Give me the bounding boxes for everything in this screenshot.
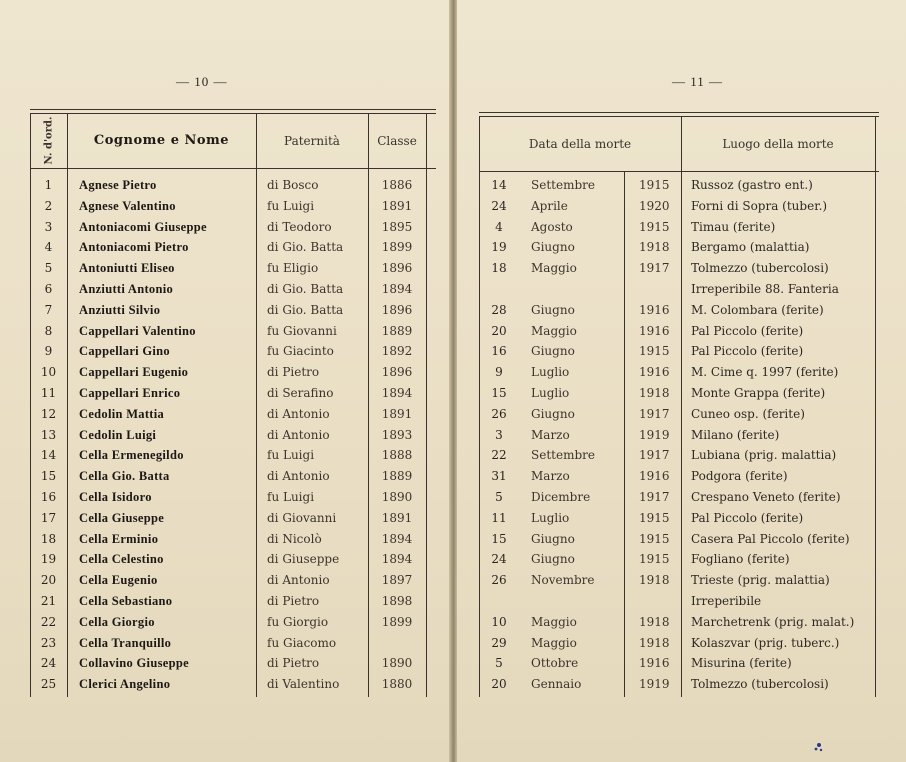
death-place: Pal Piccolo (ferite) bbox=[691, 323, 804, 338]
death-month: Novembre bbox=[531, 573, 595, 588]
table-row bbox=[30, 633, 436, 654]
class-year: 1896 bbox=[381, 261, 413, 276]
header-ord-label: N. d'ord. bbox=[43, 116, 54, 165]
death-year: 1917 bbox=[639, 490, 670, 504]
death-place: Marchetrenk (prig. malat.) bbox=[691, 614, 855, 629]
death-day: 4 bbox=[495, 219, 503, 234]
paternity: di Teodoro bbox=[267, 219, 332, 234]
table-row bbox=[479, 341, 879, 362]
death-year: 1916 bbox=[639, 469, 670, 484]
row-number: 11 bbox=[40, 386, 57, 400]
row-number: 23 bbox=[40, 635, 57, 650]
soldier-name: Agnese Pietro bbox=[79, 178, 157, 192]
death-month: Maggio bbox=[531, 261, 577, 276]
table-row bbox=[479, 633, 879, 654]
death-day: 11 bbox=[491, 510, 507, 525]
class-year: 1898 bbox=[381, 594, 413, 608]
table-row bbox=[479, 570, 879, 591]
paternity: di Giuseppe bbox=[267, 552, 340, 567]
class-year: 1894 bbox=[381, 552, 413, 567]
death-year: 1915 bbox=[639, 219, 670, 234]
death-day: 29 bbox=[491, 635, 507, 650]
paternity: fu Giacinto bbox=[267, 344, 334, 359]
death-place: Pal Piccolo (ferite) bbox=[691, 344, 804, 359]
table-row bbox=[479, 383, 879, 404]
header-name: Cognome e Nome bbox=[93, 133, 230, 148]
death-year: 1917 bbox=[639, 261, 670, 276]
death-day: 5 bbox=[495, 656, 503, 671]
page-number-right: — 11 — bbox=[672, 74, 724, 89]
right-table bbox=[479, 112, 879, 697]
paternity: di Pietro bbox=[267, 365, 320, 380]
death-day: 16 bbox=[491, 344, 507, 359]
paternity: di Antonio bbox=[267, 469, 330, 484]
death-year: 1916 bbox=[639, 365, 670, 380]
death-year: 1918 bbox=[639, 573, 670, 588]
table-row bbox=[30, 445, 436, 466]
death-day: 26 bbox=[491, 573, 507, 588]
death-month: Maggio bbox=[531, 635, 577, 650]
class-year: 1899 bbox=[381, 614, 413, 629]
class-year: 1888 bbox=[381, 448, 413, 463]
soldier-name: Cella Isidoro bbox=[79, 490, 152, 504]
death-year: 1920 bbox=[639, 198, 670, 213]
death-place: Trieste (prig. malattia) bbox=[691, 573, 830, 588]
table-row bbox=[479, 445, 879, 466]
death-day: 26 bbox=[491, 406, 507, 421]
table-rule bbox=[479, 112, 879, 113]
death-year: 1917 bbox=[639, 448, 670, 463]
class-year: 1891 bbox=[381, 406, 413, 421]
death-day: 15 bbox=[491, 386, 507, 400]
death-day: 3 bbox=[495, 427, 503, 442]
soldier-name: Anziutti Antonio bbox=[79, 282, 174, 296]
class-year: 1893 bbox=[381, 427, 413, 442]
soldier-name: Cella Eugenio bbox=[79, 573, 158, 588]
table-row bbox=[30, 612, 436, 633]
death-place: Cuneo osp. (ferite) bbox=[691, 406, 805, 421]
death-year: 1915 bbox=[639, 344, 670, 359]
header-paternity: Paternità bbox=[284, 133, 340, 148]
class-year: 1890 bbox=[381, 490, 413, 504]
death-place: Tolmezzo (tubercolosi) bbox=[691, 677, 829, 692]
row-number: 22 bbox=[40, 614, 57, 629]
death-month: Luglio bbox=[531, 365, 570, 380]
death-place: Irreperibile bbox=[691, 594, 762, 608]
table-row bbox=[30, 237, 436, 258]
row-number: 17 bbox=[40, 510, 57, 525]
right-page bbox=[457, 0, 906, 762]
death-place: Monte Grappa (ferite) bbox=[691, 386, 826, 400]
row-number: 6 bbox=[44, 282, 53, 296]
row-number: 10 bbox=[40, 365, 57, 380]
row-number: 5 bbox=[44, 261, 53, 276]
table-row bbox=[479, 175, 879, 196]
table-row bbox=[30, 362, 436, 383]
table-row bbox=[479, 653, 879, 674]
row-number: 20 bbox=[40, 573, 57, 588]
death-place: Timau (ferite) bbox=[691, 219, 776, 234]
header-death-date: Data della morte bbox=[528, 136, 632, 151]
soldier-name: Anziutti Silvio bbox=[79, 302, 161, 317]
table-row bbox=[479, 549, 879, 570]
death-place: Milano (ferite) bbox=[691, 427, 780, 442]
row-number: 18 bbox=[40, 531, 57, 546]
soldier-name: Cedolin Luigi bbox=[79, 427, 157, 442]
death-day: 20 bbox=[491, 677, 507, 692]
death-day: 14 bbox=[491, 178, 507, 192]
death-day: 5 bbox=[495, 490, 503, 504]
table-row bbox=[479, 612, 879, 633]
death-year: 1918 bbox=[639, 614, 670, 629]
table-row bbox=[30, 570, 436, 591]
soldier-name: Cappellari Gino bbox=[79, 344, 170, 359]
table-row bbox=[479, 362, 879, 383]
death-month: Luglio bbox=[531, 510, 570, 525]
soldier-name: Cella Erminio bbox=[79, 531, 159, 546]
header-rule bbox=[479, 171, 879, 172]
class-year: 1897 bbox=[381, 573, 413, 588]
class-year: 1889 bbox=[381, 323, 413, 338]
class-year: 1891 bbox=[381, 198, 413, 213]
soldier-name: Cella Sebastiano bbox=[79, 594, 173, 608]
class-year: 1895 bbox=[381, 219, 413, 234]
death-month: Gennaio bbox=[531, 677, 582, 692]
class-year: 1890 bbox=[381, 656, 413, 671]
paternity: di Giovanni bbox=[267, 510, 337, 525]
soldier-name: Cappellari Enrico bbox=[79, 386, 181, 400]
soldier-name: Antoniacomi Giuseppe bbox=[79, 219, 207, 234]
death-month: Giugno bbox=[531, 240, 575, 255]
class-year: 1894 bbox=[381, 386, 413, 400]
page-number-left: — 10 — bbox=[176, 74, 228, 89]
paternity: fu Luigi bbox=[267, 448, 315, 463]
table-row bbox=[479, 591, 879, 612]
death-day: 18 bbox=[491, 261, 507, 276]
table-row bbox=[479, 508, 879, 529]
death-month: Giugno bbox=[531, 406, 575, 421]
death-place: Casera Pal Piccolo (ferite) bbox=[691, 531, 850, 546]
class-year: 1896 bbox=[381, 302, 413, 317]
death-place: M. Cime q. 1997 (ferite) bbox=[691, 365, 839, 380]
paternity: di Serafino bbox=[267, 386, 334, 400]
row-number: 3 bbox=[44, 219, 53, 234]
death-month: Giugno bbox=[531, 552, 575, 567]
death-place: Russoz (gastro ent.) bbox=[691, 178, 813, 192]
paternity: di Nicolò bbox=[267, 531, 322, 546]
paternity: fu Giacomo bbox=[267, 635, 337, 650]
class-year: 1894 bbox=[381, 531, 413, 546]
row-number: 25 bbox=[40, 677, 57, 692]
death-day: 24 bbox=[491, 198, 507, 213]
class-year: 1892 bbox=[381, 344, 413, 359]
death-place: Fogliano (ferite) bbox=[691, 552, 790, 567]
soldier-name: Cella Giuseppe bbox=[79, 510, 165, 525]
death-year: 1918 bbox=[639, 635, 670, 650]
death-place: Misurina (ferite) bbox=[691, 656, 792, 671]
header-death-place: Luogo della morte bbox=[722, 136, 834, 151]
soldier-name: Antoniacomi Pietro bbox=[79, 240, 189, 255]
row-number: 16 bbox=[40, 490, 57, 504]
death-place: Irreperibile 88. Fanteria bbox=[691, 282, 839, 296]
table-row bbox=[30, 217, 436, 238]
death-month: Maggio bbox=[531, 323, 577, 338]
row-number: 9 bbox=[44, 344, 53, 359]
row-number: 15 bbox=[40, 469, 57, 484]
soldier-name: Cappellari Valentino bbox=[79, 323, 196, 338]
death-month: Ottobre bbox=[531, 656, 579, 671]
soldier-name: Cedolin Mattia bbox=[79, 406, 165, 421]
class-year: 1889 bbox=[381, 469, 413, 484]
row-number: 1 bbox=[44, 178, 53, 192]
table-row bbox=[30, 404, 436, 425]
paternity: di Antonio bbox=[267, 406, 330, 421]
row-number: 24 bbox=[40, 656, 57, 671]
death-month: Luglio bbox=[531, 386, 570, 400]
death-place: Kolaszvar (prig. tuberc.) bbox=[691, 635, 840, 650]
row-number: 19 bbox=[40, 552, 57, 567]
paternity: di Gio. Batta bbox=[267, 282, 344, 296]
death-year: 1915 bbox=[639, 178, 670, 192]
table-row bbox=[479, 237, 879, 258]
row-number: 13 bbox=[40, 427, 57, 442]
death-place: Crespano Veneto (ferite) bbox=[691, 490, 841, 504]
death-year: 1916 bbox=[639, 656, 670, 671]
death-year: 1915 bbox=[639, 552, 670, 567]
paternity: fu Luigi bbox=[267, 490, 315, 504]
row-number: 8 bbox=[44, 323, 53, 338]
table-row bbox=[479, 217, 879, 238]
table-row bbox=[30, 508, 436, 529]
soldier-name: Cella Giorgio bbox=[79, 614, 155, 629]
table-row bbox=[30, 300, 436, 321]
left-table bbox=[30, 109, 436, 697]
death-month: Dicembre bbox=[531, 490, 591, 504]
paternity: di Bosco bbox=[267, 178, 319, 192]
death-day: 20 bbox=[491, 323, 507, 338]
left-page bbox=[0, 0, 452, 762]
death-day: 28 bbox=[491, 302, 507, 317]
death-month: Settembre bbox=[531, 178, 595, 192]
soldier-name: Agnese Valentino bbox=[79, 198, 176, 213]
paternity: di Valentino bbox=[267, 677, 340, 692]
death-month: Marzo bbox=[531, 427, 570, 442]
death-year: 1919 bbox=[639, 427, 670, 442]
table-row bbox=[30, 549, 436, 570]
header-ord bbox=[30, 113, 67, 168]
table-row bbox=[30, 674, 436, 695]
class-year: 1899 bbox=[381, 240, 413, 255]
paternity: di Antonio bbox=[267, 573, 330, 588]
table-row bbox=[479, 466, 879, 487]
table-row bbox=[479, 487, 879, 508]
table-row bbox=[479, 321, 879, 342]
death-year: 1918 bbox=[639, 386, 670, 400]
class-year: 1891 bbox=[381, 510, 413, 525]
death-day: 24 bbox=[491, 552, 507, 567]
death-month: Giugno bbox=[531, 302, 575, 317]
death-place: Lubiana (prig. malattia) bbox=[691, 448, 837, 463]
death-place: Forni di Sopra (tuber.) bbox=[691, 198, 828, 213]
death-day: 10 bbox=[491, 614, 507, 629]
table-row bbox=[479, 258, 879, 279]
death-month: Settembre bbox=[531, 448, 595, 463]
table-row bbox=[30, 591, 436, 612]
death-year: 1915 bbox=[639, 510, 670, 525]
death-day: 9 bbox=[495, 365, 503, 380]
class-year: 1896 bbox=[381, 365, 413, 380]
death-day: 31 bbox=[491, 469, 507, 484]
row-number: 21 bbox=[40, 594, 57, 608]
table-row bbox=[30, 341, 436, 362]
table-row bbox=[30, 175, 436, 196]
death-year: 1915 bbox=[639, 531, 670, 546]
death-place: M. Colombara (ferite) bbox=[691, 302, 824, 317]
death-month: Marzo bbox=[531, 469, 570, 484]
paternity: di Antonio bbox=[267, 427, 330, 442]
paternity: fu Giorgio bbox=[267, 614, 329, 629]
row-number: 12 bbox=[40, 406, 57, 421]
header-rule bbox=[30, 168, 436, 169]
table-row bbox=[30, 196, 436, 217]
death-place: Tolmezzo (tubercolosi) bbox=[691, 261, 829, 276]
soldier-name: Cella Tranquillo bbox=[79, 635, 172, 650]
table-row bbox=[30, 425, 436, 446]
soldier-name: Cella Ermenegildo bbox=[79, 448, 184, 463]
table-row bbox=[30, 383, 436, 404]
death-month: Agosto bbox=[531, 219, 573, 234]
soldier-name: Cella Celestino bbox=[79, 552, 164, 567]
table-row bbox=[30, 321, 436, 342]
table-rule bbox=[30, 109, 436, 110]
soldier-name: Cappellari Eugenio bbox=[79, 365, 189, 380]
table-row bbox=[479, 404, 879, 425]
paternity: fu Luigi bbox=[267, 198, 315, 213]
class-year: 1894 bbox=[381, 282, 413, 296]
table-row bbox=[30, 529, 436, 550]
death-year: 1919 bbox=[639, 677, 670, 692]
death-year: 1918 bbox=[639, 240, 670, 255]
death-month: Giugno bbox=[531, 344, 575, 359]
death-month: Aprile bbox=[531, 198, 568, 213]
ink-blot-icon bbox=[812, 740, 826, 754]
paternity: di Pietro bbox=[267, 656, 320, 671]
paternity: di Gio. Batta bbox=[267, 302, 344, 317]
death-place: Bergamo (malattia) bbox=[691, 240, 810, 255]
header-class: Classe bbox=[377, 133, 417, 148]
death-day: 22 bbox=[491, 448, 507, 463]
death-place: Podgora (ferite) bbox=[691, 469, 788, 484]
death-month: Maggio bbox=[531, 614, 577, 629]
soldier-name: Antoniutti Eliseo bbox=[79, 261, 175, 276]
table-row bbox=[30, 279, 436, 300]
table-row bbox=[30, 258, 436, 279]
paternity: di Pietro bbox=[267, 594, 320, 608]
table-row bbox=[30, 466, 436, 487]
death-place: Pal Piccolo (ferite) bbox=[691, 510, 804, 525]
soldier-name: Cella Gio. Batta bbox=[79, 469, 170, 484]
table-row bbox=[479, 425, 879, 446]
death-month: Giugno bbox=[531, 531, 575, 546]
paternity: fu Eligio bbox=[267, 261, 319, 276]
death-day: 15 bbox=[491, 531, 507, 546]
table-row bbox=[30, 653, 436, 674]
table-row bbox=[479, 279, 879, 300]
death-year: 1916 bbox=[639, 302, 670, 317]
death-day: 19 bbox=[491, 240, 507, 255]
row-number: 14 bbox=[40, 448, 57, 463]
paternity: fu Giovanni bbox=[267, 323, 337, 338]
soldier-name: Clerici Angelino bbox=[79, 677, 171, 692]
soldier-name: Collavino Giuseppe bbox=[79, 656, 189, 671]
row-number: 2 bbox=[44, 198, 53, 213]
table-row bbox=[479, 196, 879, 217]
row-number: 7 bbox=[44, 302, 53, 317]
class-year: 1880 bbox=[381, 677, 413, 692]
table-row bbox=[479, 529, 879, 550]
death-year: 1916 bbox=[639, 323, 670, 338]
table-row bbox=[30, 487, 436, 508]
row-number: 4 bbox=[44, 240, 53, 255]
paternity: di Gio. Batta bbox=[267, 240, 344, 255]
table-row bbox=[479, 300, 879, 321]
death-year: 1917 bbox=[639, 406, 670, 421]
class-year: 1886 bbox=[381, 178, 413, 192]
table-row bbox=[479, 674, 879, 695]
